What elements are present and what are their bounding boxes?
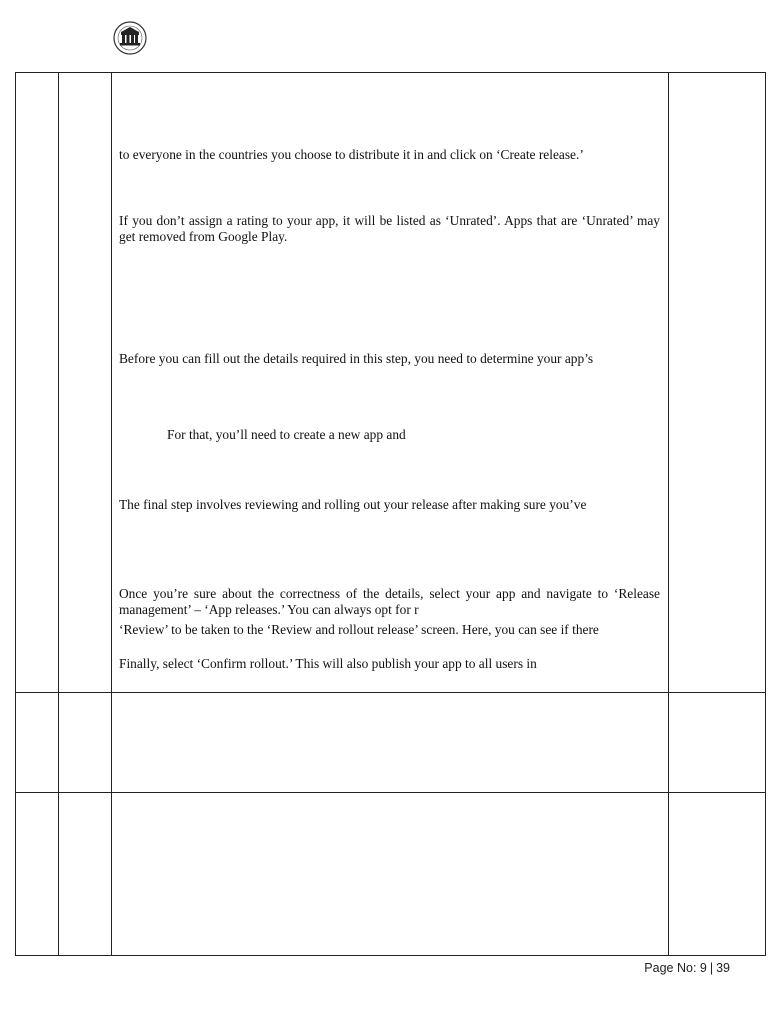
table-cell-remarks <box>669 693 766 793</box>
table-row <box>16 793 766 956</box>
paragraph: to everyone in the countries you choose to distribute it in and click on ‘Create release.’ <box>119 147 584 162</box>
table-cell-index <box>16 693 59 793</box>
table-cell-label <box>59 793 112 956</box>
paragraph: ‘Review’ to be taken to the ‘Review and rollout release’ screen. Here, you can see if there <box>119 622 599 637</box>
university-seal-icon <box>108 20 152 56</box>
university-seal-logo <box>108 20 152 56</box>
table-cell-index <box>16 73 59 693</box>
table-row <box>16 693 766 793</box>
page-separator: | <box>709 961 714 975</box>
table-row <box>16 73 766 693</box>
page-number-label: Page No: 9 <box>644 961 707 975</box>
table-cell-remarks <box>669 73 766 693</box>
paragraph: Before you can fill out the details required in this step, you need to determine your app’s <box>119 351 594 366</box>
paragraph: Finally, select ‘Confirm rollout.’ This will also publish your app to all users in <box>119 656 537 671</box>
table-cell-label <box>59 73 112 693</box>
table-cell-content <box>112 693 669 793</box>
total-pages: 39 <box>716 961 730 975</box>
table-cell-index <box>16 793 59 956</box>
table-cell-label <box>59 693 112 793</box>
paragraph: Once you’re sure about the correctness of the details, select your app and navigate to ‘Release management’ – ‘App releases.’ You can always opt for r <box>119 586 660 617</box>
paragraph: If you don’t assign a rating to your app, it will be listed as ‘Unrated’. Apps that are ‘Unrated’ may get removed from Google Play. <box>119 213 660 244</box>
paragraph: The final step involves reviewing and rolling out your release after making sure you’ve <box>119 497 587 512</box>
page-footer <box>644 961 730 975</box>
table-cell-content <box>112 73 669 693</box>
table-cell-content <box>112 793 669 956</box>
paragraph: For that, you’ll need to create a new app and <box>167 427 406 442</box>
table-cell-remarks <box>669 793 766 956</box>
content-table <box>15 72 766 956</box>
